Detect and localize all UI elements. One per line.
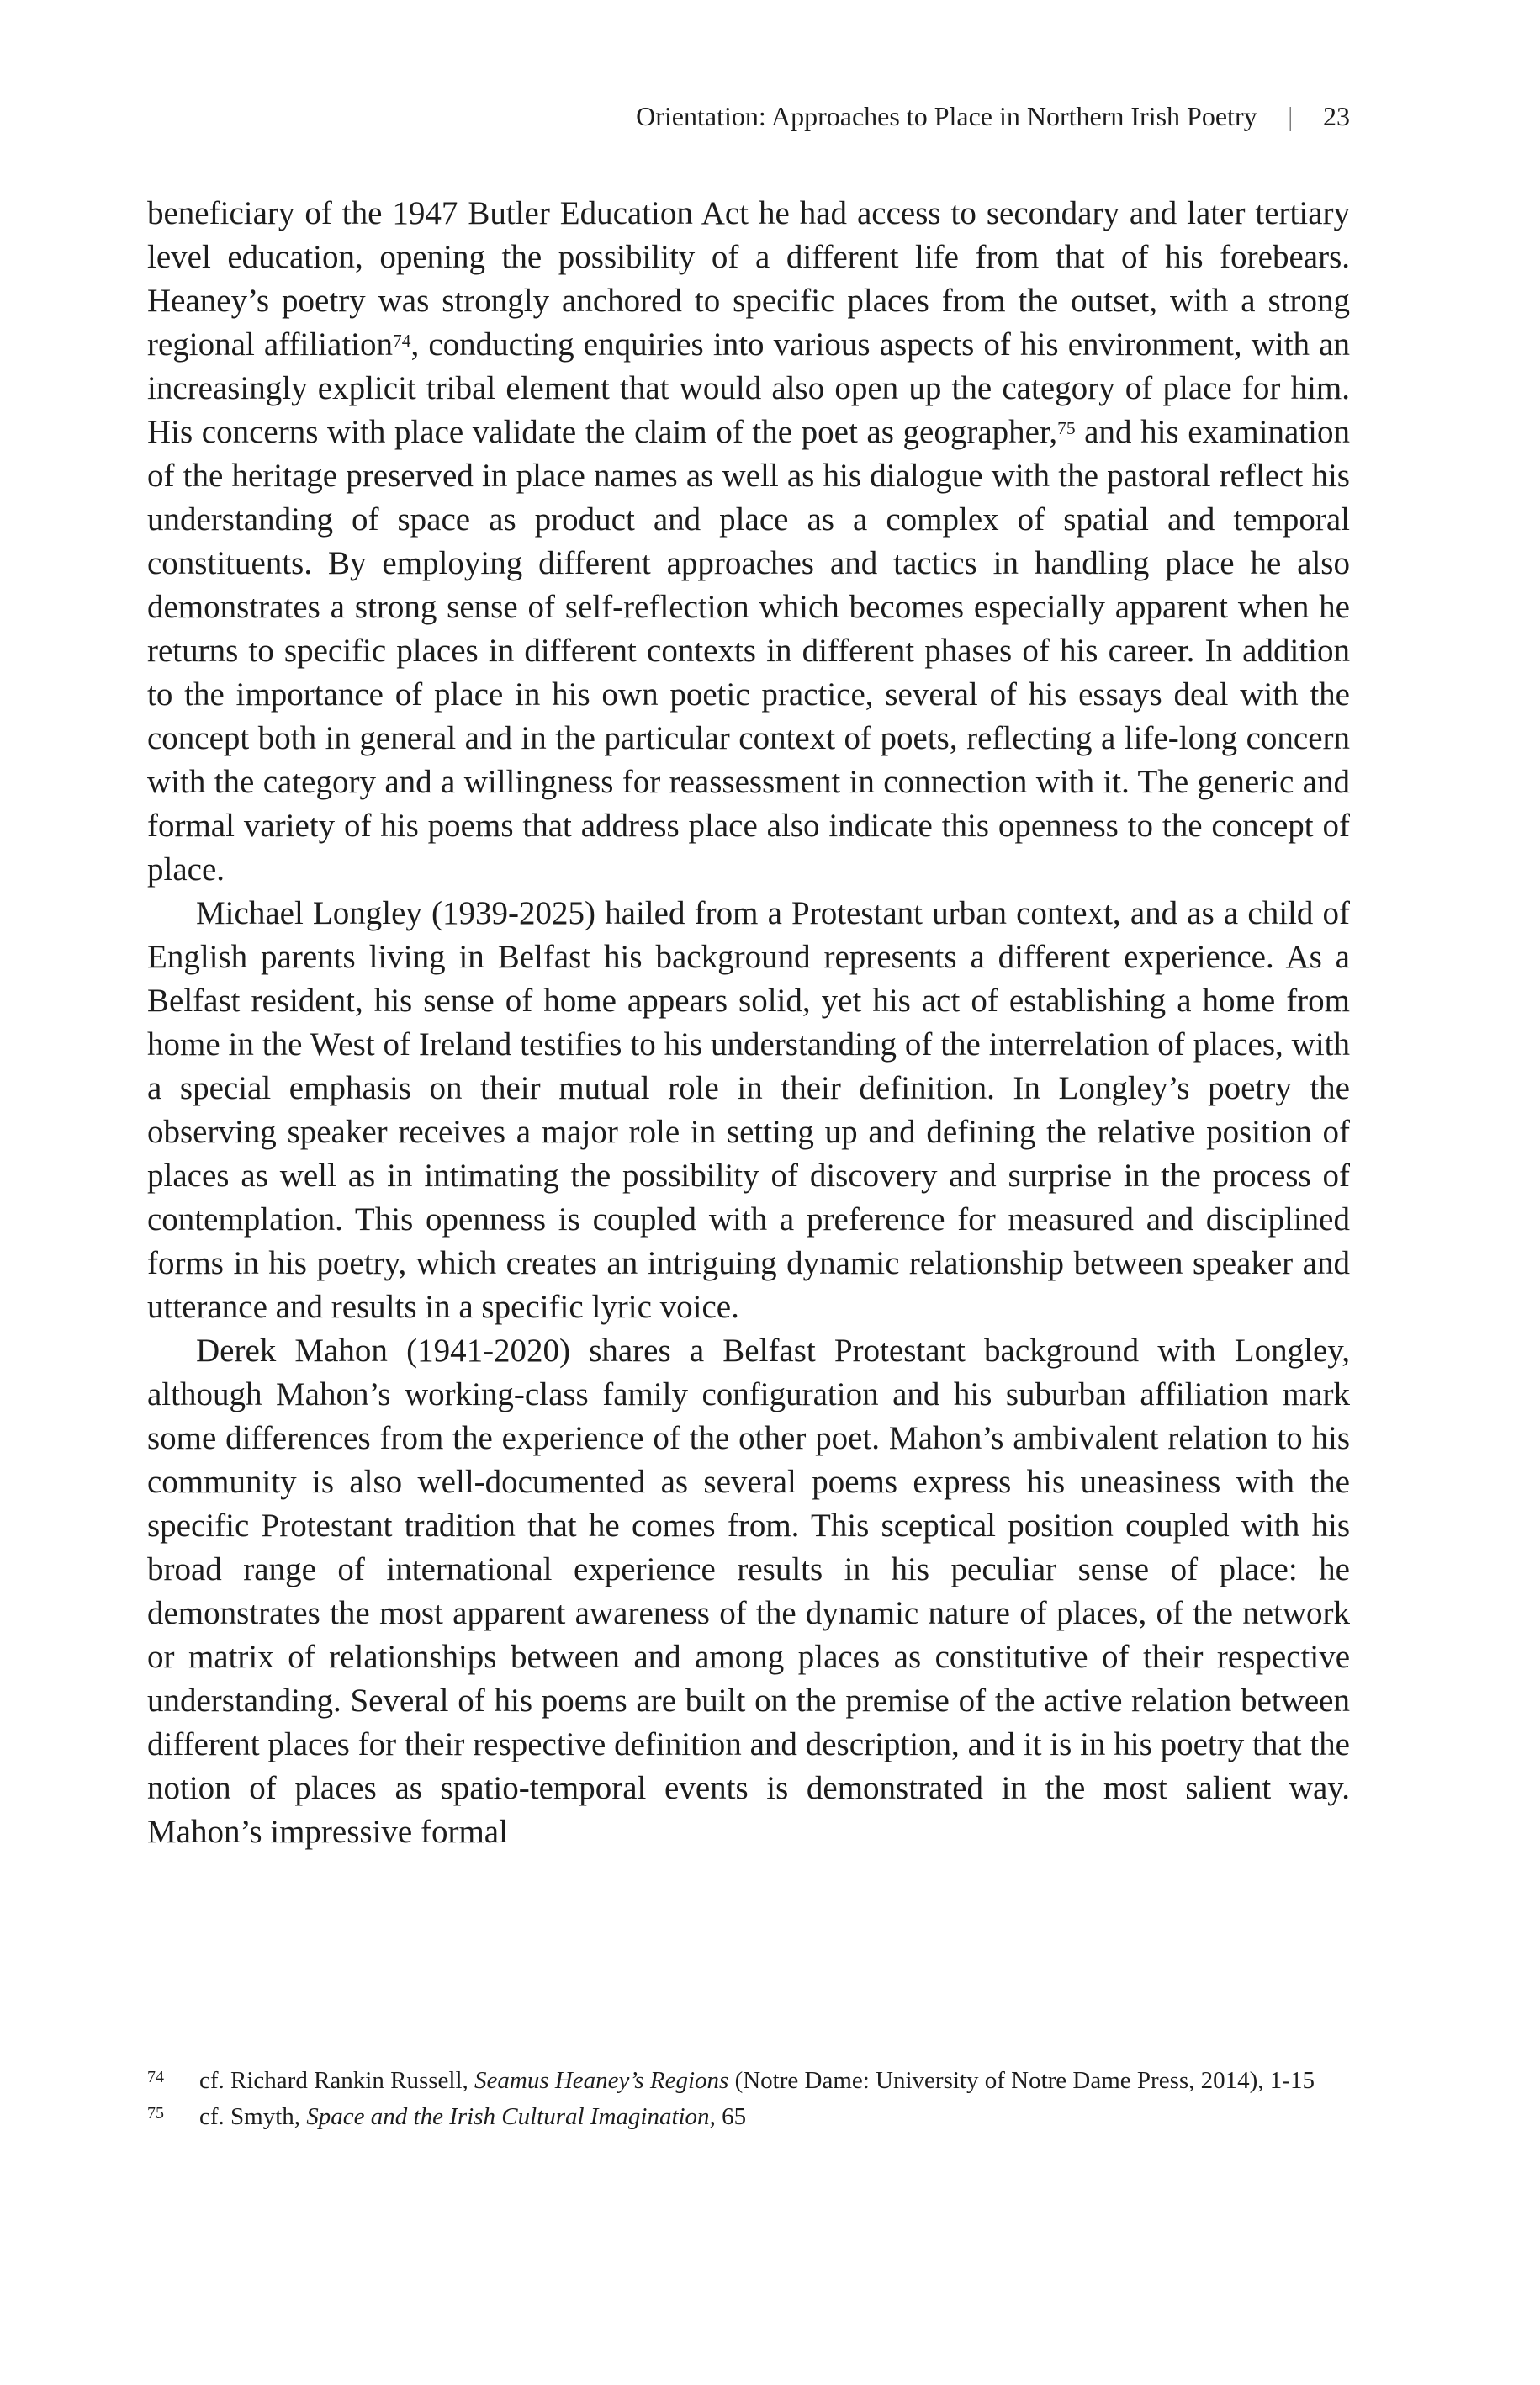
footnote-text: cf. Richard Rankin Russell, Seamus Heaney’s Regions (Notre Dame: University of Notre Dame Press, 2014), 1-15 <box>199 2067 1315 2094</box>
paragraph: beneficiary of the 1947 Butler Education Act he had access to secondary and later tertiary level education, opening the possibility of a different life from that of his forebears. Heaney’s poetry was strongly anchored to specific places from the outset, with a strong regional affiliation$^{74}$, conducting enquiries into various aspects of his environment, with an increasingly explicit tribal element that would also open up the category of place for him. His concerns with place validate the claim of the poet as geographer,$^{75}$ and his examination of the heritage preserved in place names as well as his dialogue with the pastoral reflect his understanding of space as product and place as a complex of spatial and temporal constituents. By employing different approaches and tactics in handling place he also demonstrates a strong sense of self-reflection which becomes especially apparent when he returns to specific places in different contexts in different phases of his career. In addition to the importance of place in his own poetic practice, several of his essays deal with the concept both in general and in the particular context of poets, reflecting a life-long concern with the category and a willingness for reassessment in connection with it. The generic and formal variety of his poems that address place also indicate this openness to the concept of place. <box>147 195 1350 888</box>
paragraph: Derek Mahon (1941-2020) shares a Belfast Protestant background with Longley, although Mahon’s working-class family configuration and his suburban affiliation mark some differences from the experience of the other poet. Mahon’s ambivalent relation to his community is also well-documented as several poems express his uneasiness with the specific Protestant tradition that he comes from. This sceptical position coupled with his broad range of international experience results in his peculiar sense of place: he demonstrates the most apparent awareness of the dynamic nature of places, of the network or matrix of relationships between and among places as constitutive of their respective understanding. Several of his poems are built on the premise of the active relation between different places for their respective definition and description, and it is in his poetry that the notion of places as spatio-temporal events is demonstrated in the most salient way. Mahon’s impressive formal <box>147 1333 1350 1850</box>
italic-title: Space and the Irish Cultural Imagination <box>306 2103 710 2130</box>
header-title: Orientation: Approaches to Place in Northern Irish Poetry <box>636 101 1257 131</box>
footnotes <box>147 2063 1350 2135</box>
footnote <box>147 2063 1350 2099</box>
italic-title: Seamus Heaney’s Regions <box>474 2067 729 2094</box>
footnote <box>147 2099 1350 2135</box>
footnote-number: 74 <box>147 2068 164 2086</box>
page-number: 23 <box>1323 101 1350 131</box>
body-text <box>147 192 1350 1854</box>
footnote-text: cf. Smyth, Space and the Irish Cultural Imagination, 65 <box>199 2103 747 2130</box>
header-separator: | <box>1288 101 1292 131</box>
running-header <box>147 99 1350 133</box>
footnote-number: 75 <box>147 2104 164 2123</box>
footnote-ref: 74 <box>393 330 411 351</box>
paragraph: Michael Longley (1939-2025) hailed from a Protestant urban context, and as a child of English parents living in Belfast his background represents a different experience. As a Belfast resident, his sense of home appears solid, yet his act of establishing a home from home in the West of Ireland testifies to his understanding of the interrelation of places, with a special emphasis on their mutual role in their definition. In Longley’s poetry the observing speaker receives a major role in setting up and defining the relative position of places as well as in intimating the possibility of discovery and surprise in the process of contemplation. This openness is coupled with a preference for measured and disciplined forms in his poetry, which creates an intriguing dynamic relationship between speaker and utterance and results in a specific lyric voice. <box>147 895 1350 1325</box>
footnote-ref: 75 <box>1057 417 1076 438</box>
